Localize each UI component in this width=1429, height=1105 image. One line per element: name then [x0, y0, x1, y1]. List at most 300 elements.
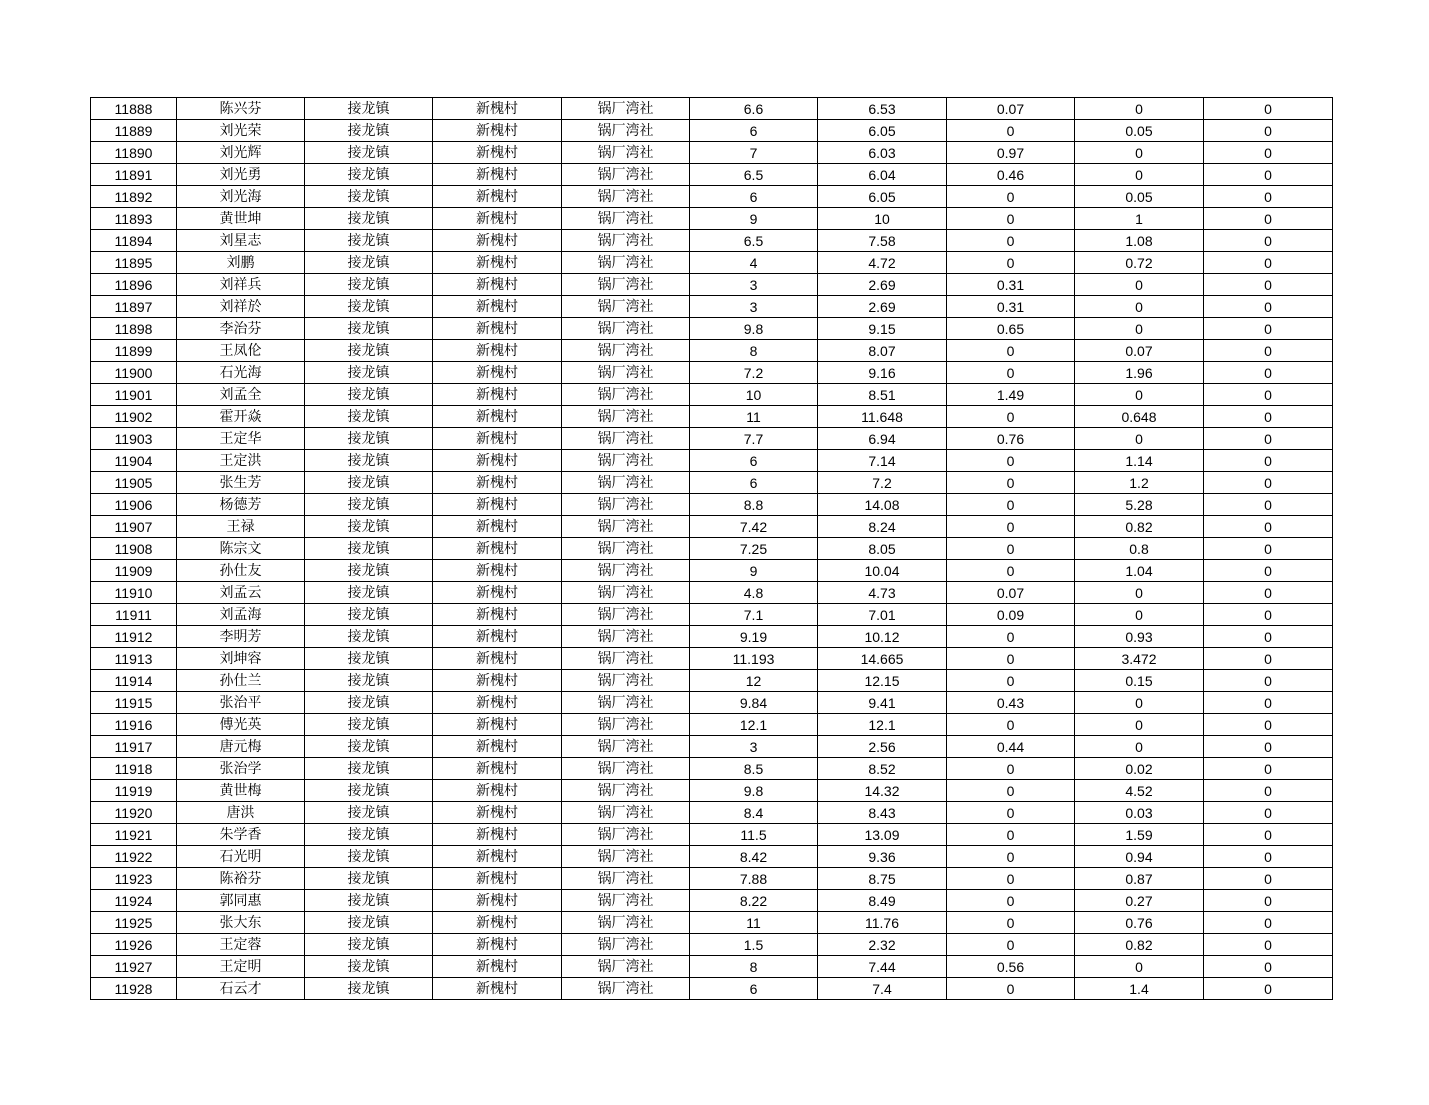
value-b-cell: 8.24 [818, 516, 947, 538]
group-cell: 锅厂湾社 [562, 582, 690, 604]
village-cell: 新槐村 [433, 736, 562, 758]
name-cell: 刘星志 [177, 230, 305, 252]
value-a-cell: 9.19 [690, 626, 818, 648]
value-d-cell: 0 [1075, 384, 1204, 406]
value-d-cell: 0 [1075, 736, 1204, 758]
value-d-cell: 0 [1075, 714, 1204, 736]
value-b-cell: 6.05 [818, 186, 947, 208]
town-cell: 接龙镇 [305, 472, 433, 494]
value-d-cell: 0.82 [1075, 934, 1204, 956]
name-cell: 唐洪 [177, 802, 305, 824]
value-c-cell: 0 [947, 846, 1075, 868]
id-cell: 11914 [91, 670, 177, 692]
value-e-cell: 0 [1204, 890, 1333, 912]
value-e-cell: 0 [1204, 516, 1333, 538]
value-d-cell: 0.8 [1075, 538, 1204, 560]
value-b-cell: 7.58 [818, 230, 947, 252]
village-cell: 新槐村 [433, 604, 562, 626]
table-row [91, 164, 1333, 186]
table-row [91, 186, 1333, 208]
group-cell: 锅厂湾社 [562, 516, 690, 538]
group-cell: 锅厂湾社 [562, 780, 690, 802]
village-cell: 新槐村 [433, 780, 562, 802]
value-d-cell: 0.648 [1075, 406, 1204, 428]
data-table [90, 97, 1333, 1000]
group-cell: 锅厂湾社 [562, 648, 690, 670]
value-c-cell: 0 [947, 516, 1075, 538]
name-cell: 唐元梅 [177, 736, 305, 758]
value-b-cell: 7.01 [818, 604, 947, 626]
value-a-cell: 8.42 [690, 846, 818, 868]
value-e-cell: 0 [1204, 604, 1333, 626]
value-c-cell: 0.46 [947, 164, 1075, 186]
value-a-cell: 8.5 [690, 758, 818, 780]
table-row [91, 516, 1333, 538]
town-cell: 接龙镇 [305, 868, 433, 890]
village-cell: 新槐村 [433, 406, 562, 428]
value-a-cell: 6.6 [690, 98, 818, 120]
value-d-cell: 1.2 [1075, 472, 1204, 494]
value-c-cell: 0 [947, 802, 1075, 824]
value-c-cell: 0.43 [947, 692, 1075, 714]
town-cell: 接龙镇 [305, 582, 433, 604]
value-a-cell: 3 [690, 274, 818, 296]
id-cell: 11913 [91, 648, 177, 670]
name-cell: 陈裕芬 [177, 868, 305, 890]
value-b-cell: 14.665 [818, 648, 947, 670]
value-b-cell: 2.69 [818, 296, 947, 318]
value-d-cell: 4.52 [1075, 780, 1204, 802]
town-cell: 接龙镇 [305, 626, 433, 648]
id-cell: 11910 [91, 582, 177, 604]
value-d-cell: 0.94 [1075, 846, 1204, 868]
value-a-cell: 11 [690, 406, 818, 428]
village-cell: 新槐村 [433, 186, 562, 208]
value-d-cell: 0.93 [1075, 626, 1204, 648]
name-cell: 黄世坤 [177, 208, 305, 230]
table-row [91, 802, 1333, 824]
town-cell: 接龙镇 [305, 318, 433, 340]
village-cell: 新槐村 [433, 890, 562, 912]
group-cell: 锅厂湾社 [562, 626, 690, 648]
id-cell: 11894 [91, 230, 177, 252]
value-c-cell: 0.44 [947, 736, 1075, 758]
value-b-cell: 12.15 [818, 670, 947, 692]
value-a-cell: 11.193 [690, 648, 818, 670]
id-cell: 11905 [91, 472, 177, 494]
village-cell: 新槐村 [433, 472, 562, 494]
value-a-cell: 8.8 [690, 494, 818, 516]
id-cell: 11901 [91, 384, 177, 406]
value-b-cell: 8.43 [818, 802, 947, 824]
value-d-cell: 0 [1075, 142, 1204, 164]
value-b-cell: 2.69 [818, 274, 947, 296]
value-d-cell: 0.03 [1075, 802, 1204, 824]
value-b-cell: 6.05 [818, 120, 947, 142]
table-row [91, 428, 1333, 450]
id-cell: 11895 [91, 252, 177, 274]
value-d-cell: 1.4 [1075, 978, 1204, 1000]
town-cell: 接龙镇 [305, 714, 433, 736]
village-cell: 新槐村 [433, 824, 562, 846]
table-row [91, 340, 1333, 362]
value-d-cell: 0.05 [1075, 186, 1204, 208]
table-body [91, 98, 1333, 1000]
value-a-cell: 4.8 [690, 582, 818, 604]
value-d-cell: 0.15 [1075, 670, 1204, 692]
id-cell: 11903 [91, 428, 177, 450]
value-a-cell: 9.8 [690, 318, 818, 340]
village-cell: 新槐村 [433, 494, 562, 516]
value-d-cell: 1.96 [1075, 362, 1204, 384]
value-b-cell: 6.53 [818, 98, 947, 120]
value-c-cell: 0.97 [947, 142, 1075, 164]
value-e-cell: 0 [1204, 472, 1333, 494]
id-cell: 11899 [91, 340, 177, 362]
name-cell: 郭同惠 [177, 890, 305, 912]
name-cell: 张大东 [177, 912, 305, 934]
table-row [91, 912, 1333, 934]
village-cell: 新槐村 [433, 560, 562, 582]
value-c-cell: 0 [947, 406, 1075, 428]
value-d-cell: 0 [1075, 274, 1204, 296]
id-cell: 11922 [91, 846, 177, 868]
value-a-cell: 6 [690, 472, 818, 494]
value-b-cell: 9.16 [818, 362, 947, 384]
value-b-cell: 6.94 [818, 428, 947, 450]
id-cell: 11924 [91, 890, 177, 912]
name-cell: 刘光勇 [177, 164, 305, 186]
table-row [91, 736, 1333, 758]
value-d-cell: 1.04 [1075, 560, 1204, 582]
value-e-cell: 0 [1204, 560, 1333, 582]
value-c-cell: 0 [947, 362, 1075, 384]
village-cell: 新槐村 [433, 450, 562, 472]
value-c-cell: 0 [947, 252, 1075, 274]
value-e-cell: 0 [1204, 384, 1333, 406]
value-b-cell: 11.76 [818, 912, 947, 934]
village-cell: 新槐村 [433, 978, 562, 1000]
value-c-cell: 0.07 [947, 582, 1075, 604]
value-d-cell: 1.14 [1075, 450, 1204, 472]
table-row [91, 648, 1333, 670]
id-cell: 11909 [91, 560, 177, 582]
value-c-cell: 0 [947, 670, 1075, 692]
table-row [91, 956, 1333, 978]
town-cell: 接龙镇 [305, 846, 433, 868]
value-a-cell: 6 [690, 450, 818, 472]
name-cell: 刘坤容 [177, 648, 305, 670]
table-row [91, 384, 1333, 406]
id-cell: 11891 [91, 164, 177, 186]
town-cell: 接龙镇 [305, 956, 433, 978]
village-cell: 新槐村 [433, 362, 562, 384]
group-cell: 锅厂湾社 [562, 758, 690, 780]
town-cell: 接龙镇 [305, 538, 433, 560]
town-cell: 接龙镇 [305, 912, 433, 934]
name-cell: 石云才 [177, 978, 305, 1000]
value-b-cell: 8.51 [818, 384, 947, 406]
value-b-cell: 10.12 [818, 626, 947, 648]
value-d-cell: 5.28 [1075, 494, 1204, 516]
group-cell: 锅厂湾社 [562, 362, 690, 384]
id-cell: 11928 [91, 978, 177, 1000]
table-row [91, 362, 1333, 384]
group-cell: 锅厂湾社 [562, 890, 690, 912]
value-a-cell: 1.5 [690, 934, 818, 956]
village-cell: 新槐村 [433, 582, 562, 604]
table-row [91, 582, 1333, 604]
table-row [91, 120, 1333, 142]
value-e-cell: 0 [1204, 296, 1333, 318]
value-e-cell: 0 [1204, 934, 1333, 956]
value-d-cell: 0 [1075, 604, 1204, 626]
value-a-cell: 9 [690, 208, 818, 230]
town-cell: 接龙镇 [305, 252, 433, 274]
value-d-cell: 1 [1075, 208, 1204, 230]
town-cell: 接龙镇 [305, 340, 433, 362]
value-a-cell: 8.22 [690, 890, 818, 912]
town-cell: 接龙镇 [305, 186, 433, 208]
value-c-cell: 0 [947, 472, 1075, 494]
town-cell: 接龙镇 [305, 604, 433, 626]
value-c-cell: 0 [947, 890, 1075, 912]
value-a-cell: 7 [690, 142, 818, 164]
group-cell: 锅厂湾社 [562, 164, 690, 186]
group-cell: 锅厂湾社 [562, 142, 690, 164]
value-b-cell: 7.2 [818, 472, 947, 494]
value-e-cell: 0 [1204, 450, 1333, 472]
value-d-cell: 0.82 [1075, 516, 1204, 538]
id-cell: 11919 [91, 780, 177, 802]
table-row [91, 758, 1333, 780]
village-cell: 新槐村 [433, 758, 562, 780]
value-d-cell: 0 [1075, 318, 1204, 340]
village-cell: 新槐村 [433, 230, 562, 252]
value-e-cell: 0 [1204, 230, 1333, 252]
town-cell: 接龙镇 [305, 274, 433, 296]
group-cell: 锅厂湾社 [562, 186, 690, 208]
group-cell: 锅厂湾社 [562, 714, 690, 736]
value-e-cell: 0 [1204, 340, 1333, 362]
value-e-cell: 0 [1204, 252, 1333, 274]
group-cell: 锅厂湾社 [562, 230, 690, 252]
village-cell: 新槐村 [433, 538, 562, 560]
id-cell: 11917 [91, 736, 177, 758]
id-cell: 11923 [91, 868, 177, 890]
town-cell: 接龙镇 [305, 670, 433, 692]
value-e-cell: 0 [1204, 978, 1333, 1000]
value-c-cell: 0 [947, 230, 1075, 252]
value-a-cell: 7.25 [690, 538, 818, 560]
id-cell: 11888 [91, 98, 177, 120]
value-b-cell: 9.15 [818, 318, 947, 340]
value-b-cell: 8.07 [818, 340, 947, 362]
value-b-cell: 7.14 [818, 450, 947, 472]
value-b-cell: 7.4 [818, 978, 947, 1000]
name-cell: 刘祥於 [177, 296, 305, 318]
id-cell: 11912 [91, 626, 177, 648]
value-c-cell: 0 [947, 934, 1075, 956]
value-a-cell: 11.5 [690, 824, 818, 846]
group-cell: 锅厂湾社 [562, 318, 690, 340]
name-cell: 孙仕友 [177, 560, 305, 582]
village-cell: 新槐村 [433, 208, 562, 230]
id-cell: 11898 [91, 318, 177, 340]
value-a-cell: 9.84 [690, 692, 818, 714]
name-cell: 陈兴芬 [177, 98, 305, 120]
value-c-cell: 1.49 [947, 384, 1075, 406]
name-cell: 刘孟海 [177, 604, 305, 626]
value-e-cell: 0 [1204, 406, 1333, 428]
value-c-cell: 0.56 [947, 956, 1075, 978]
table-row [91, 406, 1333, 428]
value-e-cell: 0 [1204, 670, 1333, 692]
value-c-cell: 0 [947, 912, 1075, 934]
village-cell: 新槐村 [433, 714, 562, 736]
value-a-cell: 6 [690, 186, 818, 208]
value-c-cell: 0 [947, 450, 1075, 472]
town-cell: 接龙镇 [305, 494, 433, 516]
table-row [91, 978, 1333, 1000]
group-cell: 锅厂湾社 [562, 956, 690, 978]
town-cell: 接龙镇 [305, 780, 433, 802]
value-d-cell: 0 [1075, 164, 1204, 186]
value-a-cell: 3 [690, 296, 818, 318]
value-e-cell: 0 [1204, 824, 1333, 846]
village-cell: 新槐村 [433, 934, 562, 956]
value-b-cell: 4.72 [818, 252, 947, 274]
table-row [91, 208, 1333, 230]
value-b-cell: 8.49 [818, 890, 947, 912]
town-cell: 接龙镇 [305, 164, 433, 186]
group-cell: 锅厂湾社 [562, 538, 690, 560]
value-b-cell: 13.09 [818, 824, 947, 846]
value-c-cell: 0 [947, 868, 1075, 890]
value-a-cell: 7.42 [690, 516, 818, 538]
id-cell: 11893 [91, 208, 177, 230]
id-cell: 11892 [91, 186, 177, 208]
town-cell: 接龙镇 [305, 802, 433, 824]
id-cell: 11889 [91, 120, 177, 142]
value-e-cell: 0 [1204, 692, 1333, 714]
name-cell: 霍开焱 [177, 406, 305, 428]
group-cell: 锅厂湾社 [562, 736, 690, 758]
village-cell: 新槐村 [433, 868, 562, 890]
value-e-cell: 0 [1204, 120, 1333, 142]
village-cell: 新槐村 [433, 912, 562, 934]
value-a-cell: 8 [690, 956, 818, 978]
name-cell: 黄世梅 [177, 780, 305, 802]
id-cell: 11897 [91, 296, 177, 318]
value-c-cell: 0 [947, 120, 1075, 142]
value-a-cell: 7.7 [690, 428, 818, 450]
table-row [91, 472, 1333, 494]
value-e-cell: 0 [1204, 98, 1333, 120]
table-row [91, 626, 1333, 648]
town-cell: 接龙镇 [305, 736, 433, 758]
group-cell: 锅厂湾社 [562, 802, 690, 824]
value-c-cell: 0.31 [947, 296, 1075, 318]
table-row [91, 560, 1333, 582]
value-b-cell: 9.41 [818, 692, 947, 714]
value-e-cell: 0 [1204, 494, 1333, 516]
value-b-cell: 10 [818, 208, 947, 230]
id-cell: 11916 [91, 714, 177, 736]
value-e-cell: 0 [1204, 736, 1333, 758]
town-cell: 接龙镇 [305, 978, 433, 1000]
value-e-cell: 0 [1204, 582, 1333, 604]
group-cell: 锅厂湾社 [562, 98, 690, 120]
group-cell: 锅厂湾社 [562, 340, 690, 362]
value-a-cell: 6 [690, 120, 818, 142]
value-c-cell: 0.09 [947, 604, 1075, 626]
id-cell: 11927 [91, 956, 177, 978]
table-row [91, 296, 1333, 318]
table-row [91, 890, 1333, 912]
value-b-cell: 6.04 [818, 164, 947, 186]
village-cell: 新槐村 [433, 384, 562, 406]
table-row [91, 934, 1333, 956]
table-row [91, 714, 1333, 736]
id-cell: 11904 [91, 450, 177, 472]
name-cell: 张治学 [177, 758, 305, 780]
value-d-cell: 0.02 [1075, 758, 1204, 780]
table-row [91, 538, 1333, 560]
id-cell: 11900 [91, 362, 177, 384]
value-d-cell: 3.472 [1075, 648, 1204, 670]
value-a-cell: 7.88 [690, 868, 818, 890]
value-e-cell: 0 [1204, 626, 1333, 648]
group-cell: 锅厂湾社 [562, 912, 690, 934]
village-cell: 新槐村 [433, 428, 562, 450]
name-cell: 王凤伦 [177, 340, 305, 362]
table-row [91, 692, 1333, 714]
town-cell: 接龙镇 [305, 890, 433, 912]
table-row [91, 780, 1333, 802]
group-cell: 锅厂湾社 [562, 824, 690, 846]
town-cell: 接龙镇 [305, 758, 433, 780]
value-b-cell: 6.03 [818, 142, 947, 164]
value-a-cell: 3 [690, 736, 818, 758]
value-c-cell: 0.65 [947, 318, 1075, 340]
town-cell: 接龙镇 [305, 824, 433, 846]
value-a-cell: 12.1 [690, 714, 818, 736]
table-row [91, 98, 1333, 120]
group-cell: 锅厂湾社 [562, 208, 690, 230]
town-cell: 接龙镇 [305, 428, 433, 450]
village-cell: 新槐村 [433, 274, 562, 296]
village-cell: 新槐村 [433, 956, 562, 978]
value-b-cell: 14.32 [818, 780, 947, 802]
id-cell: 11915 [91, 692, 177, 714]
value-b-cell: 8.05 [818, 538, 947, 560]
value-b-cell: 7.44 [818, 956, 947, 978]
table-row [91, 824, 1333, 846]
value-c-cell: 0 [947, 626, 1075, 648]
value-b-cell: 10.04 [818, 560, 947, 582]
group-cell: 锅厂湾社 [562, 604, 690, 626]
group-cell: 锅厂湾社 [562, 846, 690, 868]
value-a-cell: 9 [690, 560, 818, 582]
table-row [91, 494, 1333, 516]
value-d-cell: 1.59 [1075, 824, 1204, 846]
value-c-cell: 0 [947, 494, 1075, 516]
value-a-cell: 9.8 [690, 780, 818, 802]
value-a-cell: 6.5 [690, 230, 818, 252]
group-cell: 锅厂湾社 [562, 120, 690, 142]
value-d-cell: 0 [1075, 296, 1204, 318]
